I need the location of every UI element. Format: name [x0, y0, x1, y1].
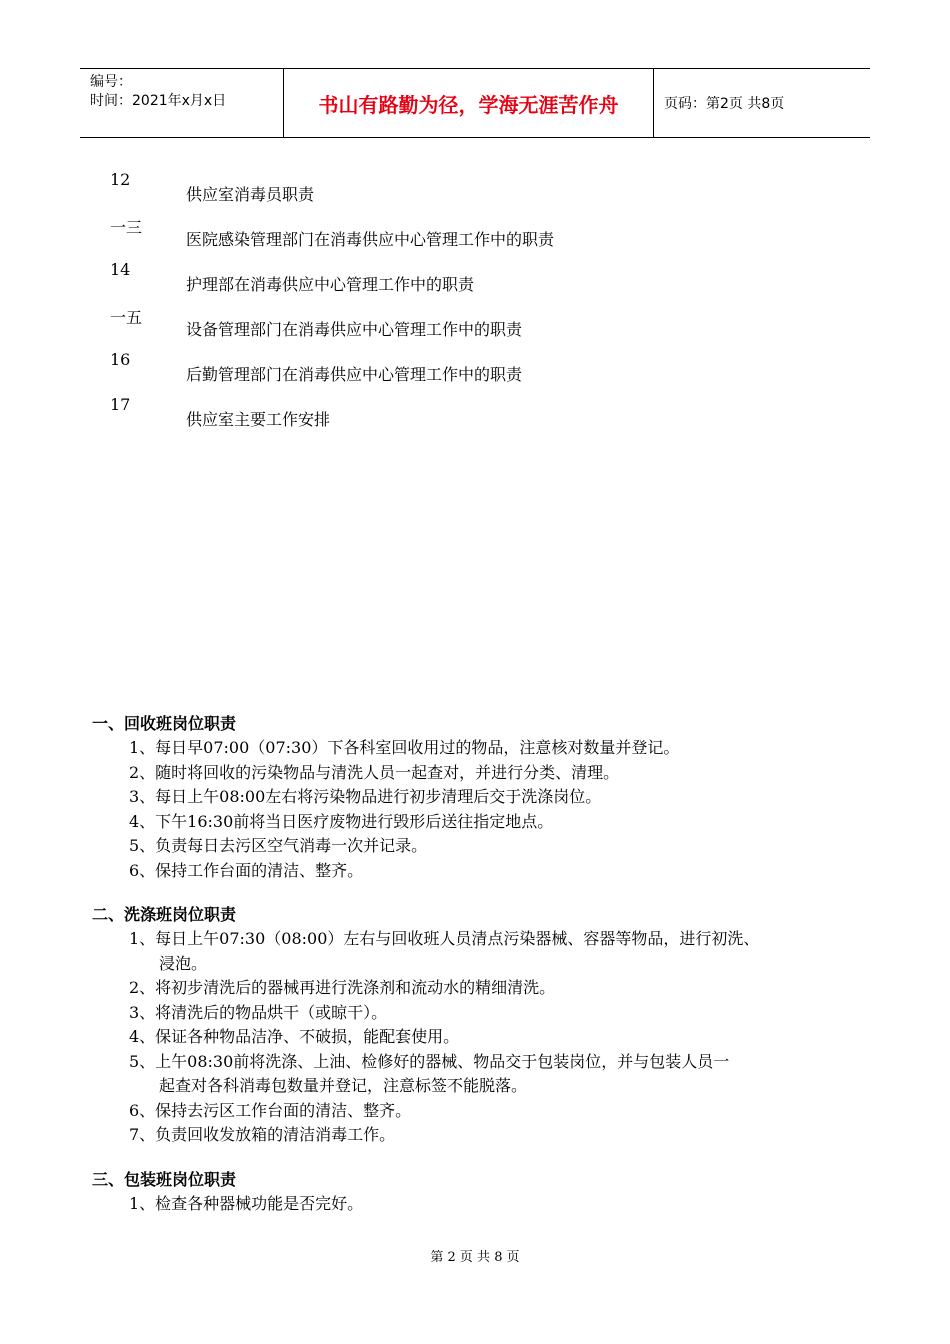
list-item [92, 1099, 882, 1124]
item-text: 2、将初步清洗后的器械再进行洗涤剂和流动水的精细清洗。 [129, 978, 556, 997]
item-text: 2、随时将回收的污染物品与清洗人员一起查对，并进行分类、清理。 [129, 762, 620, 782]
list-item [92, 761, 882, 786]
duty-sections [92, 712, 882, 1236]
item-text: 5、负责每日去污区空气消毒一次并记录。 [129, 836, 428, 855]
item-text: 1、检查各种器械功能是否完好。 [129, 1193, 364, 1213]
list-item [92, 1025, 882, 1050]
section-title: 三、包装班岗位职责 [92, 1169, 237, 1189]
list-item [92, 785, 882, 810]
item-text: 6、保持去污区工作台面的清洁、整齐。 [129, 1100, 412, 1120]
item-text: 6、保持工作台面的清洁、整齐。 [129, 860, 364, 880]
header-meta [80, 69, 284, 137]
toc-item [100, 395, 800, 440]
toc-item [100, 260, 800, 305]
toc-item [100, 215, 800, 260]
section-recycling [92, 712, 882, 883]
page-header [80, 68, 870, 138]
toc-item [100, 170, 800, 215]
section-washing [92, 903, 882, 1148]
list-item [92, 1001, 882, 1026]
header-motto: 书山有路勤为径，学海无涯苦作舟 [284, 69, 654, 137]
toc-item [100, 350, 800, 395]
list-item [92, 927, 882, 976]
list-item [92, 736, 882, 761]
item-continuation: 起查对各科消毒包数量并登记，注意标签不能脱落。 [159, 1076, 528, 1095]
toc-title: 设备管理部门在消毒供应中心管理工作中的职责 [186, 320, 523, 339]
item-text: 5、上午08:30前将洗涤、上油、检修好的器械、物品交于包装岗位，并与包装人员一 [129, 1051, 730, 1071]
item-continuation: 浸泡。 [159, 953, 208, 973]
list-item [92, 976, 882, 1001]
toc-number: 一三 [110, 218, 143, 237]
toc-item [100, 305, 800, 350]
toc-title: 供应室主要工作安排 [186, 410, 331, 429]
item-text: 1、每日上午07:30（08:00）左右与回收班人员清点污染器械、容器等物品，进行初洗、 [129, 929, 760, 948]
toc-number: 16 [110, 350, 131, 369]
toc-number: 14 [110, 260, 131, 279]
section-title: 一、回收班岗位职责 [92, 714, 237, 733]
toc-number: 12 [110, 170, 131, 189]
list-item [92, 834, 882, 859]
item-text: 4、下午16:30前将当日医疗废物进行毁形后送往指定地点。 [129, 811, 554, 831]
item-text: 1、每日早07:00（07:30）下各科室回收用过的物品，注意核对数量并登记。 [129, 738, 680, 757]
list-item [92, 1123, 882, 1148]
list-item [92, 1050, 882, 1099]
item-text: 4、保证各种物品洁净、不破损，能配套使用。 [129, 1027, 460, 1046]
table-of-contents [100, 170, 800, 440]
toc-number: 一五 [110, 308, 143, 327]
toc-title: 后勤管理部门在消毒供应中心管理工作中的职责 [186, 365, 523, 384]
toc-title: 供应室消毒员职责 [186, 185, 315, 204]
list-item [92, 810, 882, 835]
section-title: 二、洗涤班岗位职责 [92, 905, 237, 924]
page-footer: 第 2 页 共 8 页 [430, 1250, 520, 1265]
toc-title: 医院感染管理部门在消毒供应中心管理工作中的职责 [186, 230, 555, 249]
header-page-info: 页码：第2页 共8页 [664, 96, 785, 112]
item-text: 3、将清洗后的物品烘干（或晾干）。 [129, 1002, 388, 1022]
number-label: 编号： [90, 74, 132, 90]
toc-number: 17 [110, 395, 131, 414]
item-text: 3、每日上午08:00左右将污染物品进行初步清理后交于洗涤岗位。 [129, 787, 602, 806]
time-label: 时间：2021年x月x日 [90, 93, 227, 109]
section-packaging [92, 1168, 882, 1217]
list-item [92, 1192, 882, 1217]
toc-title: 护理部在消毒供应中心管理工作中的职责 [186, 275, 475, 294]
item-text: 7、负责回收发放箱的清洁消毒工作。 [129, 1125, 396, 1144]
list-item [92, 859, 882, 884]
